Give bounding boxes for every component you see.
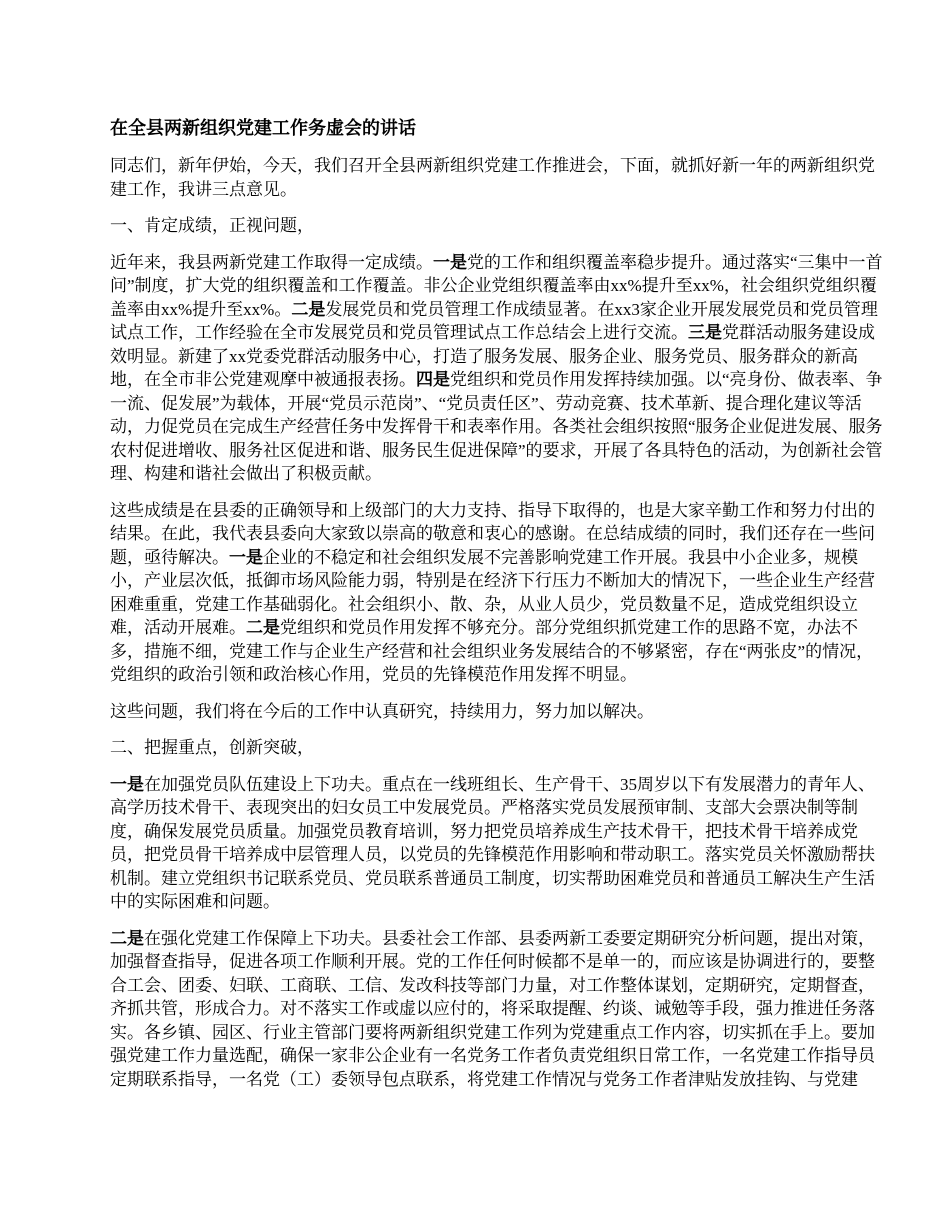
text-run: 二、把握重点，创新突破，	[110, 738, 314, 757]
bold-run: 三是	[688, 323, 722, 342]
bold-run: 一是	[229, 547, 263, 567]
paragraph-section-1-heading	[110, 214, 884, 238]
paragraph-intro	[110, 154, 884, 201]
paragraph-resolve	[110, 700, 884, 724]
text-run: 在强化党建工作保障上下功夫。县委社会工作部、县委两新工委要定期研究分析问题，提出对策，加强督查指导，促进各项工作顺利开展。党的工作任何时候都不是单一的，而应该是协调进行的，要整合工会、团委、妇联、工商联、工信、发改科技等部门力量，对工作整体谋划，定期研究，定期督查，齐抓共管，形成合力。对不落实工作或虚以应付的，将采取提醒、约谈、诫勉等手段，强力推进任务落实。各乡镇、园区、行业主管部门要将两新组织党建工作列为党建重点工作内容，切实抓在手上。要加强党建工作力量选配，确保一家非公企业有一名党务工作者负责党组织日常工作，一名党建工作指导员定期联系指导，一名党（工）委领导包点联系，将党建工作情况与党务工作者津贴发放挂钩、与党建	[110, 928, 875, 1089]
paragraph-measure-1	[110, 773, 884, 914]
text-run: 这些成绩是在县委的正确领导和上级部门的大力支持、指导下取得的，也是大家辛勤工作和努力付出的结果。在此，我代表县委向大家致以崇高的敬意和衷心的感谢。在总结成绩的同时，我们还存在一些问题，亟待解决。	[110, 500, 875, 567]
text-run: 在加强党员队伍建设上下功夫。重点在一线班组长、生产骨干、35周岁以下有发展潜力的青年人、高学历技术骨干、表现突出的妇女员工中发展党员。严格落实党员发展预审制、支部大会票决制等制度，确保发展党员质量。加强党员教育培训，努力把党员培养成生产技术骨干，把技术骨干培养成党员，把党员骨干培养成中层管理人员，以党员的先锋模范作用影响和带动职工。落实党员关怀激励帮扶机制。建立党组织书记联系党员、党员联系普通员工制度，切实帮助困难党员和普通员工解决生产生活中的实际困难和问题。	[110, 774, 875, 911]
bold-run: 四是	[416, 370, 450, 389]
paragraph-problems	[110, 499, 884, 687]
paragraph-measure-2	[110, 927, 884, 1092]
bold-run: 二是	[246, 618, 280, 637]
text-run: 企业的不稳定和社会组织发展不完善影响党建工作开展。我县中小企业多，规模小，产业层次低，抵御市场风险能力弱，特别是在经济下行压力不断加大的情况下，一些企业生产经营困难重重，党建工作基础弱化。社会组织小、散、杂，从业人员少，党员数量不足，造成党组织设立难，活动开展难。	[110, 547, 875, 637]
text-run: 同志们，新年伊始，今天，我们召开全县两新组织党建工作推进会，下面，就抓好新一年的两新组织党建工作，我讲三点意见。	[110, 156, 875, 199]
text-run: 党组织和党员作用发挥持续加强。以“亮身份、做表率、争一流、促发展”为载体，开展“党员示范岗”、“党员责任区”、劳动竞赛、技术革新、提合理化建议等活动，力促党员在完成生产经营任务中发挥骨干和表率作用。各类社会组织按照“服务企业促进发展、服务农村促进增收、服务社区促进和谐、服务民生促进保障”的要求，开展了各具特色的活动，为创新社会管理、构建和谐社会做出了积极贡献。	[110, 370, 883, 483]
text-run: 这些问题，我们将在今后的工作中认真研究，持续用力，努力加以解决。	[110, 701, 654, 721]
paragraph-achievements	[110, 251, 884, 486]
bold-run: 一是	[433, 252, 467, 272]
text-run: 党群活动服务建设成效明显。新建了xx党委党群活动服务中心，打造了服务发展、服务企业、服务党员、服务群众的新高地，在全市非公党建观摩中被通报表扬。	[110, 323, 875, 389]
bold-run: 二是	[110, 928, 144, 948]
text-run: 近年来，我县两新党建工作取得一定成绩。	[110, 252, 433, 272]
paragraph-section-2-heading	[110, 736, 884, 760]
text-run: 一、肯定成绩，正视问题，	[110, 216, 314, 235]
text-run: 发展党员和党员管理工作成绩显著。在xx3家企业开展发展党员和党员管理试点工作，工作经验在全市发展党员和党员管理试点工作总结会上进行交流。	[110, 299, 878, 342]
text-run: 党的工作和组织覆盖率稳步提升。通过落实“三集中一首问”制度，扩大党的组织覆盖和工作覆盖。非公企业党组织覆盖率由xx%提升至xx%，社会组织党组织覆盖率由xx%提升至xx%。	[110, 252, 883, 319]
document-title: 在全县两新组织党建工作务虚会的讲话	[110, 118, 416, 138]
text-run: 党组织和党员作用发挥不够充分。部分党组织抓党建工作的思路不宽，办法不多，措施不细，党建工作与企业生产经营和社会组织业务发展结合的不够紧密，存在“两张皮”的情况，党组织的政治引领和政治核心作用，党员的先锋模范作用发挥不明显。	[110, 618, 874, 684]
bold-run: 一是	[110, 774, 144, 794]
bold-run: 二是	[291, 299, 326, 319]
document-body	[110, 154, 884, 1091]
